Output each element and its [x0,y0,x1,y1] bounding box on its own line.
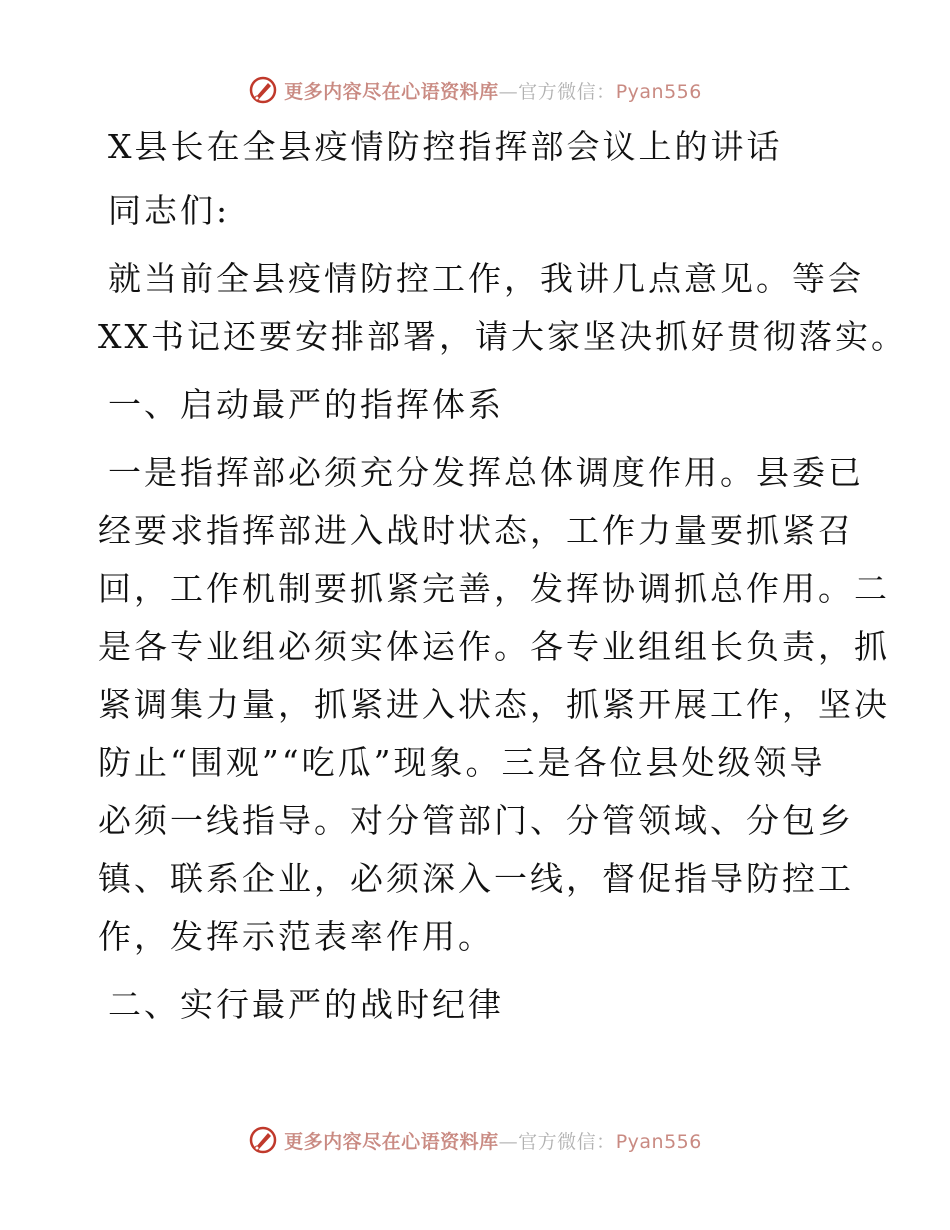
paragraph-line: 一是指挥部必须充分发挥总体调度作用。县委已 [108,453,864,492]
pen-nib-logo-icon [248,1125,278,1155]
section-heading-1: 一、启动最严的指挥体系 [108,385,504,424]
paragraph-line: 是各专业组必须实体运作。各专业组组长负责，抓 [98,627,890,666]
section1-paragraph [98,444,890,966]
paragraph-line: 回，工作机制要抓紧完善，发挥协调抓总作用。二 [98,569,890,608]
footer-watermark [0,1120,950,1160]
intro-line: 就当前全县疫情防控工作，我讲几点意见。等会 [108,259,864,298]
pen-nib-logo-icon [248,75,278,105]
section-heading-2: 二、实行最严的战时纪律 [108,985,504,1024]
salutation: 同志们: [108,191,231,230]
paragraph-line: 经要求指挥部进入战时状态，工作力量要抓紧召 [98,511,854,550]
document-title: X县长在全县疫情防控指挥部会议上的讲话 [108,127,783,166]
watermark-text: 更多内容尽在心语资料库—官方微信：Pyan556 [284,80,702,103]
paragraph-line: 镇、联系企业，必须深入一线，督促指导防控工 [98,859,854,898]
paragraph-line: 紧调集力量，抓紧进入状态，抓紧开展工作，坚决 [98,685,890,724]
intro-line: XX书记还要安排部署，请大家坚决抓好贯彻落实。 [98,317,907,356]
header-watermark [0,70,950,110]
paragraph-line: 作，发挥示范表率作用。 [98,917,494,956]
watermark-text: 更多内容尽在心语资料库—官方微信：Pyan556 [284,1130,702,1153]
paragraph-line: 必须一线指导。对分管部门、分管领域、分包乡 [98,801,854,840]
intro-paragraph [98,250,907,366]
document-body [98,118,907,1034]
paragraph-line: 防止“围观”“吃瓜”现象。三是各位县处级领导 [98,743,826,782]
